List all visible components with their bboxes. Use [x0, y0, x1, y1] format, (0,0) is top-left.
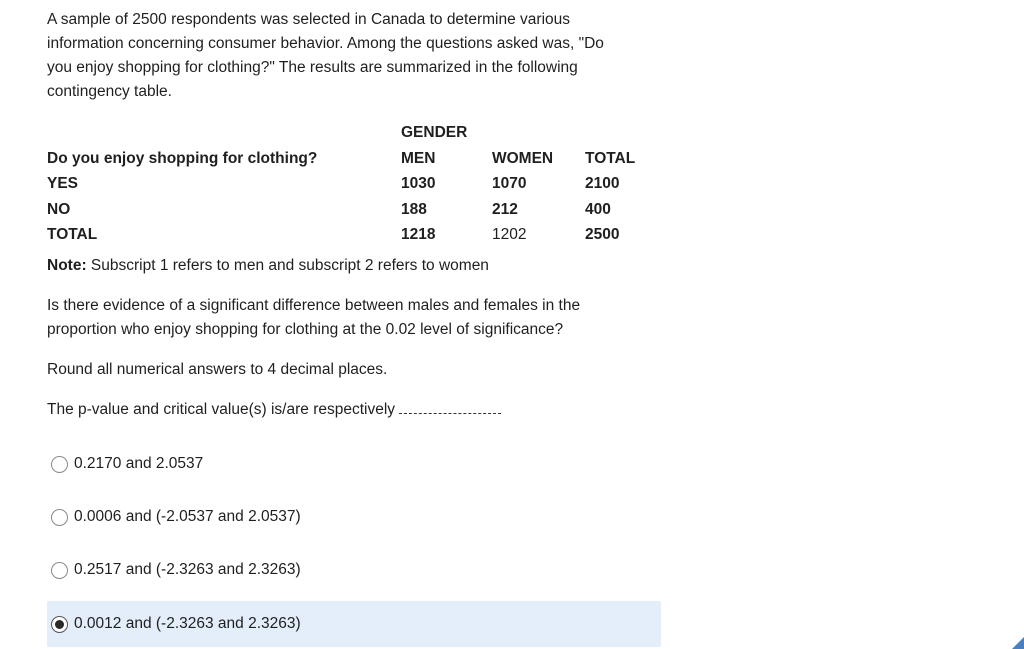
- gender-header: GENDER: [401, 124, 468, 141]
- round-instruction: [47, 358, 667, 382]
- prompt-line: proportion who enjoy shopping for clothing at the 0.02 level of significance?: [47, 321, 564, 338]
- intro-line: contingency table.: [47, 83, 172, 100]
- men-cell: 1030: [401, 175, 436, 192]
- significance-question: [47, 294, 667, 342]
- answer-blank: [399, 401, 501, 414]
- men-cell: 188: [401, 200, 427, 218]
- answer-option-4[interactable]: [47, 601, 661, 647]
- women-column-header: WOMEN: [492, 149, 554, 167]
- intro-line: A sample of 2500 respondents was selected in Canada to determine various: [47, 11, 571, 28]
- table-row: [47, 171, 667, 197]
- row-label: NO: [47, 200, 71, 218]
- table-row: [47, 222, 667, 248]
- option-label: 0.0012 and (-2.3263 and 2.3263): [74, 615, 301, 632]
- radio-dot-icon: [55, 620, 64, 629]
- question-column-header: Do you enjoy shopping for clothing?: [47, 149, 318, 167]
- row-label: TOTAL: [47, 226, 98, 243]
- radio-button-selected[interactable]: [51, 616, 68, 633]
- radio-button[interactable]: [51, 456, 68, 473]
- question-intro: [47, 8, 667, 104]
- total-cell: 2100: [585, 175, 620, 192]
- blank-sentence: [47, 398, 667, 422]
- round-instruction-text: Round all numerical answers to 4 decimal places.: [47, 361, 388, 378]
- radio-button[interactable]: [51, 562, 68, 579]
- total-cell: 2500: [585, 226, 620, 243]
- women-cell: 212: [492, 200, 518, 218]
- total-cell: 400: [585, 200, 611, 218]
- intro-line: you enjoy shopping for clothing?" The results are summarized in the following: [47, 59, 578, 76]
- prompt-line: Is there evidence of a significant difference between males and females in the: [47, 297, 581, 314]
- answer-option-3[interactable]: [47, 547, 661, 593]
- men-column-header: MEN: [401, 149, 436, 167]
- corner-accent-icon: [1012, 637, 1024, 649]
- option-label: 0.2170 and 2.0537: [74, 455, 204, 472]
- contingency-table: [47, 120, 667, 248]
- table-row: [47, 197, 667, 223]
- subscript-note: [47, 254, 489, 278]
- table-group-header-row: [47, 120, 667, 146]
- blank-sentence-text: The p-value and critical value(s) is/are respectively: [47, 401, 396, 418]
- men-cell: 1218: [401, 226, 436, 243]
- women-cell: 1202: [492, 226, 527, 243]
- note-text: Subscript 1 refers to men and subscript 2 refers to women: [86, 257, 489, 274]
- answer-option-1[interactable]: [47, 441, 661, 487]
- table-header-row: [47, 146, 667, 172]
- option-label: 0.0006 and (-2.0537 and 2.0537): [74, 508, 301, 525]
- radio-button[interactable]: [51, 509, 68, 526]
- intro-line: information concerning consumer behavior. Among the questions asked was, "Do: [47, 35, 604, 52]
- answer-option-2[interactable]: [47, 494, 661, 540]
- option-label: 0.2517 and (-2.3263 and 2.3263): [74, 561, 301, 578]
- women-cell: 1070: [492, 175, 527, 192]
- total-column-header: TOTAL: [585, 149, 636, 167]
- row-label: YES: [47, 175, 79, 192]
- note-label: Note:: [47, 257, 87, 274]
